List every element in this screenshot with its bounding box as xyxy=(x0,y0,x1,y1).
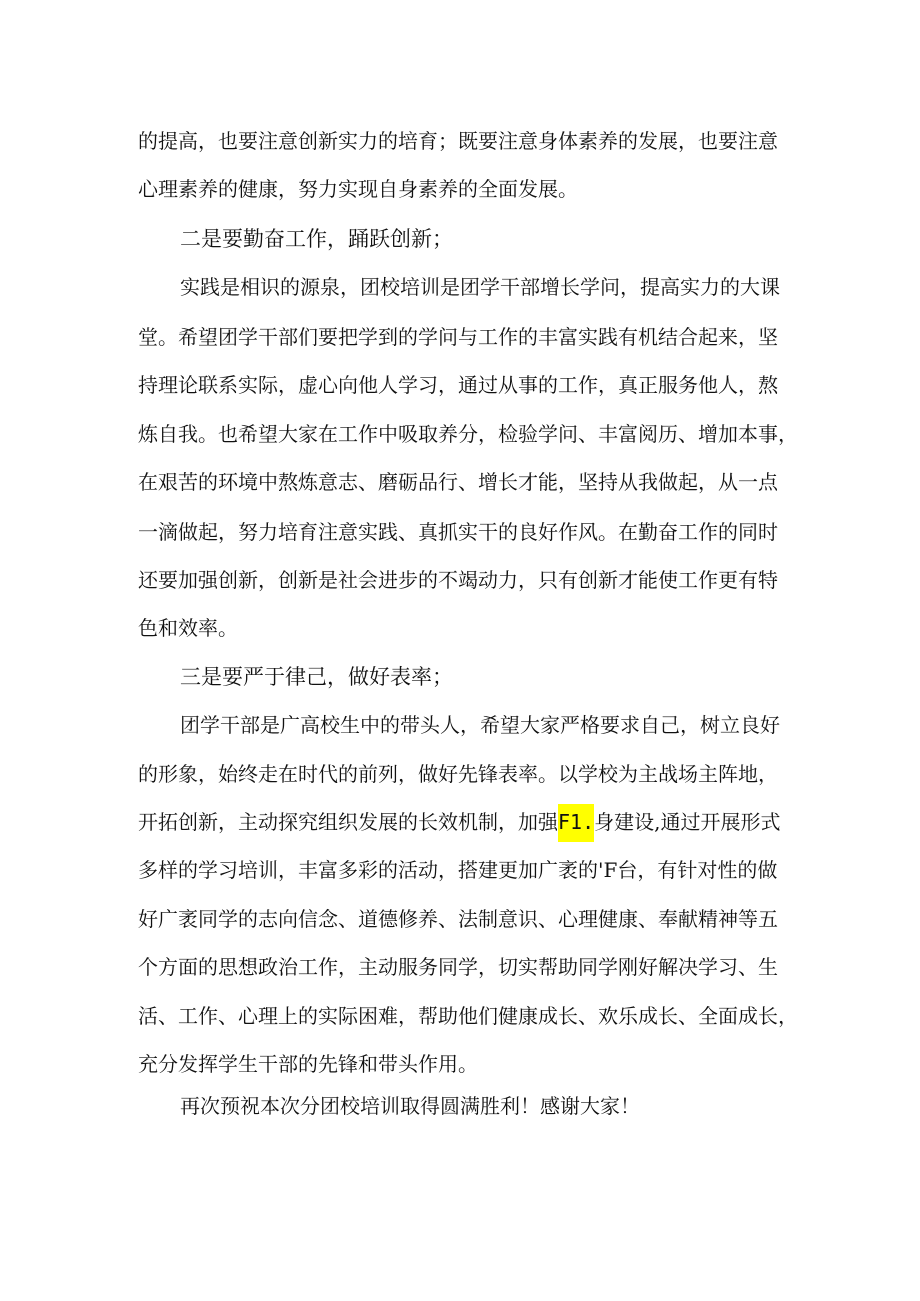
text-span: 开拓创新，主动探究组织发展的长效机制，加强 xyxy=(138,810,558,834)
paragraph-line: 的形象，始终走在时代的前列，做好先锋表率。以学校为主战场主阵地， xyxy=(138,762,778,786)
section-heading: 二是要勤奋工作，踊跃创新； xyxy=(180,227,453,251)
paragraph-line: 个方面的思想政治工作，主动服务同学，切实帮助同学刚好解决学习、生 xyxy=(138,955,778,979)
highlighted-text: F1. xyxy=(558,804,594,842)
text-span: 身建设,通过开展形式 xyxy=(594,810,781,834)
paragraph-line: 活、工作、心理上的实际困难，帮助他们健康成长、欢乐成长、全面成长， xyxy=(138,1004,798,1028)
paragraph-line: 堂。希望团学干部们要把学到的学问与工作的丰富实践有机结合起来，坚 xyxy=(138,325,778,349)
paragraph-line xyxy=(138,808,798,836)
paragraph-line: 一滴做起，努力培育注意实践、真抓实干的良好作风。在勤奋工作的同时 xyxy=(138,520,778,544)
paragraph-line: 的提高，也要注意创新实力的培育；既要注意身体素养的发展，也要注意 xyxy=(138,129,778,153)
section-heading: 三是要严于律己，做好表率； xyxy=(180,665,453,689)
paragraph-line: 在艰苦的环境中熬炼意志、磨砺品行、增长才能，坚持从我做起，从一点 xyxy=(138,470,778,494)
closing-line: 再次预祝本次分团校培训取得圆满胜利！感谢大家！ xyxy=(180,1094,640,1118)
paragraph-line: 炼自我。也希望大家在工作中吸取养分，检验学问、丰富阅历、增加本事， xyxy=(138,422,798,446)
paragraph-line: 团学干部是广高校生中的带头人，希望大家严格要求自己，树立良好 xyxy=(180,713,780,737)
paragraph-line: 多样的学习培训，丰富多彩的活动，搭建更加广袤的'F台，有针对性的做 xyxy=(138,858,778,882)
paragraph-line: 持理论联系实际，虚心向他人学习，通过从事的工作，真正服务他人，熬 xyxy=(138,373,778,397)
paragraph-line: 心理素养的健康，努力实现自身素养的全面发展。 xyxy=(138,177,578,201)
paragraph-line: 实践是相识的源泉，团校培训是团学干部增长学问，提高实力的大课 xyxy=(180,275,780,299)
paragraph-line: 好广袤同学的志向信念、道德修养、法制意识、心理健康、奉献精神等五 xyxy=(138,907,778,931)
paragraph-line: 还要加强创新，创新是社会进步的不竭动力，只有创新才能使工作更有特 xyxy=(138,568,778,592)
paragraph-line: 充分发挥学生干部的先锋和带头作用。 xyxy=(138,1052,478,1076)
paragraph-line: 色和效率。 xyxy=(138,616,238,640)
